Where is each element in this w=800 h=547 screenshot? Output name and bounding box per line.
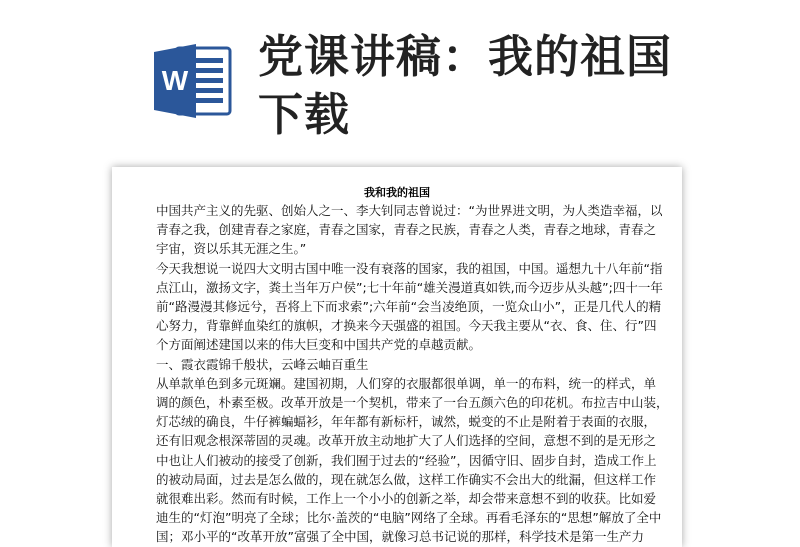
document-line: 点江山，激扬文字，粪土当年万户侯”;七十年前“雄关漫道真如铁,而今迈步从头越”;四十一年 — [156, 279, 663, 295]
word-document-icon — [150, 38, 234, 122]
document-line: 的被动局面，过去是怎么做的，现在就怎么做，这样工作确实不会出大的纰漏，但这样工作 — [156, 471, 657, 487]
document-line: 就很难出彩。然而有时候，工作上一个小小的创新之举，却会带来意想不到的收获。比如爱 — [156, 491, 657, 507]
document-line: 一、霞衣霞锦千般状，云峰云岫百重生 — [156, 356, 369, 372]
document-line: 个方面阐述建国以来的伟大巨变和中国共产党的卓越贡献。 — [156, 337, 482, 353]
page-title-line-2: 下载 — [258, 88, 351, 141]
document-line: 灯芯绒的确良，牛仔裤蝙蝠衫，年年都有新标杆，诚然，蜕变的不止是附着于表面的衣服， — [156, 414, 657, 430]
document-line: 心努力，背靠鲜血染红的旗帜，才换来今天强盛的祖国。今天我主要从“衣、食、住、行”四 — [156, 318, 657, 334]
document-line: 迪生的“灯泡”明亮了全球；比尔·盖茨的“电脑”网络了全球。再看毛泽东的“思想”解放了全中 — [156, 510, 662, 526]
page-title-line-1: 党课讲稿：我的祖国 — [258, 30, 673, 83]
document-line: 中国共产主义的先驱、创始人之一、李大钊同志曾说过：“为世界进文明，为人类造幸福，以 — [156, 203, 663, 218]
document-line: 从单款单色到多元斑斓。建国初期，人们穿的衣服都很单调，单一的布料，统一的样式，单 — [156, 375, 657, 391]
document-preview — [112, 167, 682, 547]
document-line: 还有旧观念根深蒂固的灵魂。改革开放主动地扩大了人们选择的空间，意想不到的是无形之 — [156, 433, 657, 449]
document-line: 宇宙，资以乐其无涯之生。” — [156, 241, 307, 257]
document-line: 调的颜色，朴素至极。改革开放是一个契机，带来了一台五颜六色的印花机。布拉吉中山装， — [156, 395, 669, 411]
document-line: 国；邓小平的“改革开放”富强了全中国，就像习总书记说的那样，科学技术是第一生产力 — [156, 529, 644, 545]
page-header — [0, 0, 800, 160]
document-line: 今天我想说一说四大文明古国中唯一没有衰落的国家，我的祖国，中国。遥想九十八年前“指 — [156, 260, 663, 276]
document-line: 中也让人们被动的接受了创新，我们囿于过去的“经验”，因循守旧、固步自封，造成工作上 — [156, 452, 657, 468]
document-line: 前“路漫漫其修远兮，吾将上下而求索”;六年前“会当凌绝顶，一览众山小”，正是几代人的精 — [156, 299, 662, 315]
document-title: 我和我的祖国 — [364, 186, 430, 199]
svg-text:W: W — [161, 65, 189, 96]
document-text — [156, 201, 669, 547]
document-body — [112, 201, 682, 547]
document-line: 青春之我，创建青春之家庭，青春之国家，青春之民族，青春之人类，青春之地球，青春之 — [156, 222, 657, 238]
page-title — [258, 28, 778, 144]
